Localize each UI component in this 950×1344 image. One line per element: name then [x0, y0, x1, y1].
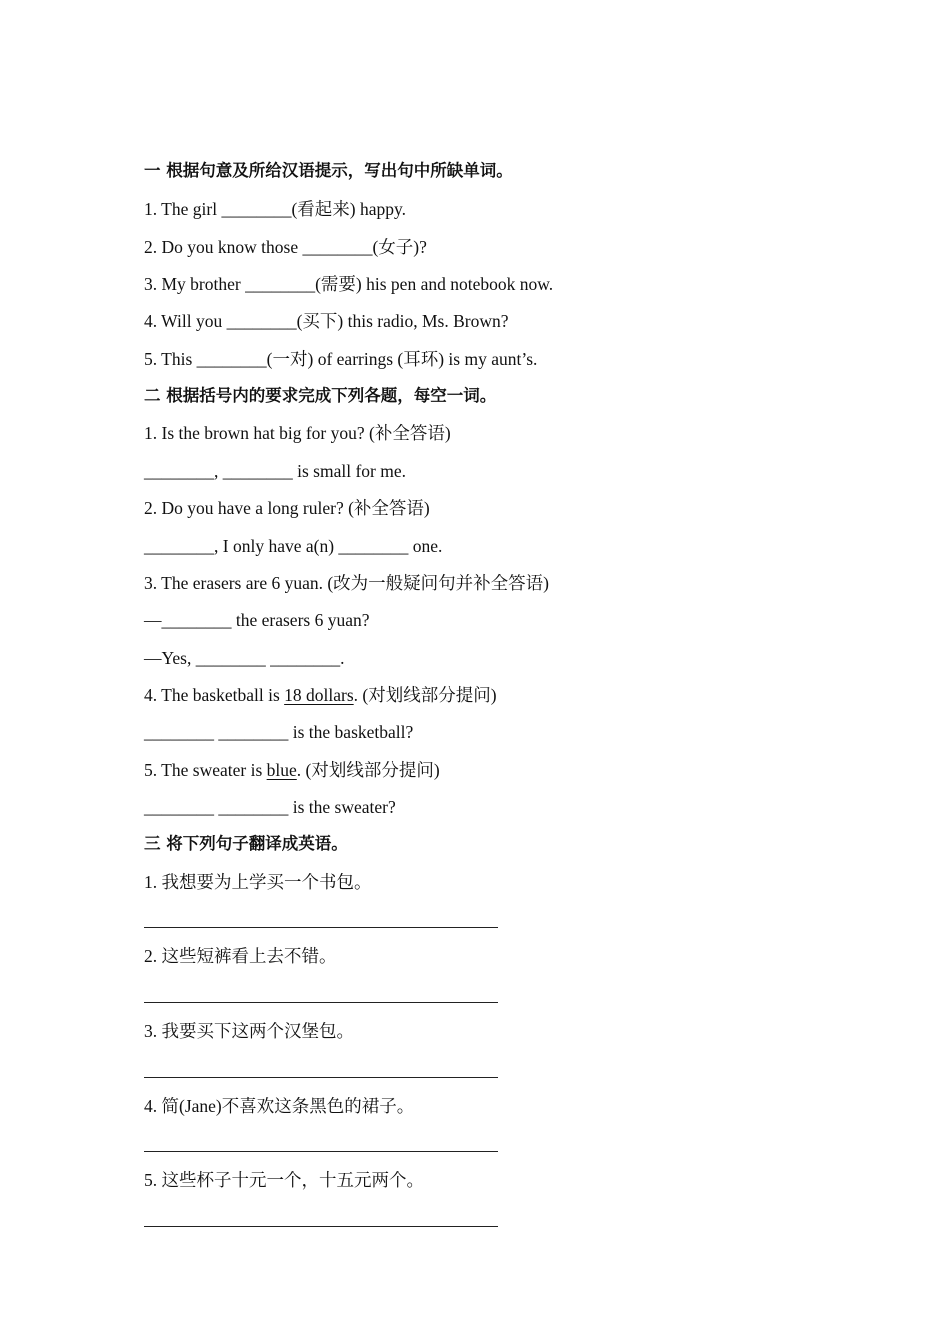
- section2-title: 二 根据括号内的要求完成下列各题，每空一词。: [144, 386, 497, 405]
- q4-suffix: . (对划线部分提问): [353, 685, 497, 705]
- q4-prefix: 4. The basketball is: [144, 685, 285, 705]
- section1-item-2: 2. Do you know those ________(女子)?: [144, 237, 427, 257]
- section1-item-5: 5. This ________(一对) of earrings (耳环) is my aunt’s.: [144, 349, 538, 369]
- answer-line-4: [144, 1151, 498, 1152]
- q4-underlined-part: 18 dollars: [284, 685, 354, 705]
- section3-title: 三 将下列句子翻译成英语。: [144, 834, 348, 853]
- section3-item-2: 2. 这些短裤看上去不错。: [144, 946, 337, 966]
- section1-item-1: 1. The girl ________(看起来) happy.: [144, 199, 406, 219]
- section3-item-4: 4. 简(Jane)不喜欢这条黑色的裙子。: [144, 1096, 415, 1116]
- section2-q2-question: 2. Do you have a long ruler? (补全答语): [144, 498, 430, 518]
- section3-item-1: 1. 我想要为上学买一个书包。: [144, 872, 372, 892]
- section2-q3-question: 3. The erasers are 6 yuan. (改为一般疑问句并补全答语): [144, 573, 550, 593]
- section2-q5-question: [144, 759, 440, 781]
- section3-item-5: 5. 这些杯子十元一个，十五元两个。: [144, 1170, 424, 1190]
- answer-line-1: [144, 927, 498, 928]
- section2-q4-answer: ________ ________ is the basketball?: [144, 722, 414, 742]
- answer-line-3: [144, 1077, 498, 1078]
- answer-line-2: [144, 1002, 498, 1003]
- q5-prefix: 5. The sweater is: [144, 760, 267, 780]
- section2-q3-answer-2: —Yes, ________ ________.: [144, 648, 345, 668]
- section2-q1-answer: ________, ________ is small for me.: [144, 461, 406, 481]
- section3-item-3: 3. 我要买下这两个汉堡包。: [144, 1021, 354, 1041]
- section2-q1-question: 1. Is the brown hat big for you? (补全答语): [144, 423, 451, 443]
- section1-item-4: 4. Will you ________(买下) this radio, Ms. Brown?: [144, 311, 509, 331]
- section2-q5-answer: ________ ________ is the sweater?: [144, 797, 396, 817]
- q5-suffix: . (对划线部分提问): [296, 760, 440, 780]
- section1-title: 一 根据句意及所给汉语提示，写出句中所缺单词。: [144, 161, 513, 180]
- section1-item-3: 3. My brother ________(需要) his pen and notebook now.: [144, 274, 554, 294]
- q5-underlined-part: blue: [266, 760, 297, 780]
- section2-q4-question: [144, 684, 497, 706]
- section2-q2-answer: ________, I only have a(n) ________ one.: [144, 536, 443, 556]
- section2-q3-answer-1: —________ the erasers 6 yuan?: [144, 610, 370, 630]
- answer-line-5: [144, 1226, 498, 1227]
